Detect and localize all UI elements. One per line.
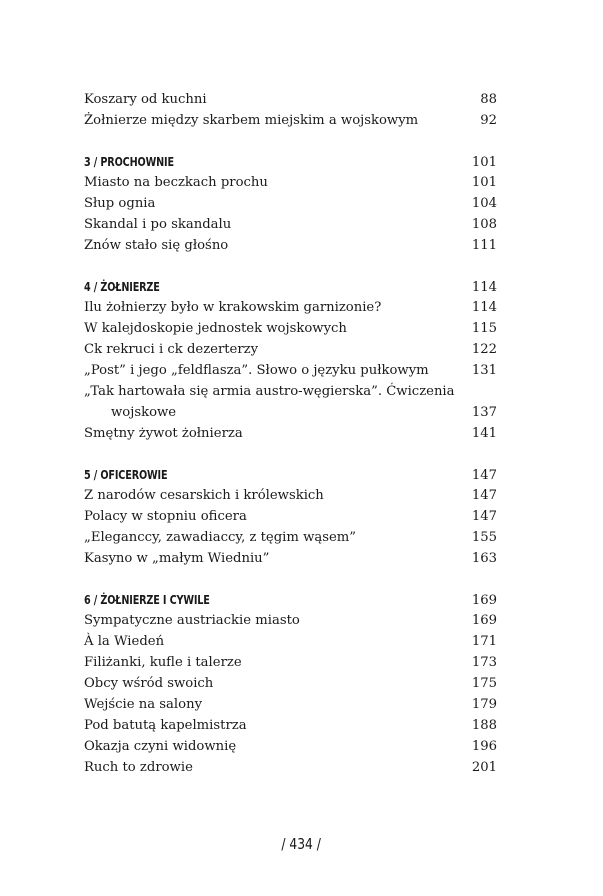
entry-title: Filiżanki, kufle i talerze bbox=[84, 655, 242, 670]
entry-title: Znów stało się głośno bbox=[84, 238, 229, 253]
section-heading bbox=[84, 276, 181, 298]
entry-title: W kalejdoskopie jednostek wojskowych bbox=[84, 321, 347, 336]
page-ref: 147 bbox=[471, 488, 497, 503]
page-ref: 147 bbox=[471, 509, 497, 524]
section-spacer bbox=[84, 569, 497, 589]
page-ref: 88 bbox=[480, 92, 497, 107]
table-of-contents bbox=[84, 89, 497, 778]
entry-title: Z narodów cesarskich i królewskich bbox=[84, 488, 324, 503]
section-heading-text: 3 / PROCHOWNIE bbox=[84, 154, 174, 169]
section-heading bbox=[84, 589, 245, 611]
toc-entry bbox=[84, 631, 497, 652]
toc-entry bbox=[84, 673, 497, 694]
entry-title: Słup ognia bbox=[84, 196, 156, 211]
page-ref: 169 bbox=[471, 613, 497, 628]
page-ref: 101 bbox=[471, 155, 497, 170]
entry-title: Okazja czyni widownię bbox=[84, 739, 237, 754]
page-ref: 141 bbox=[471, 426, 497, 441]
toc-entry bbox=[84, 297, 497, 318]
toc-entry bbox=[84, 715, 497, 736]
section-heading-text: 6 / ŻOŁNIERZE I CYWILE bbox=[84, 592, 210, 607]
page-ref: 108 bbox=[471, 217, 497, 232]
entry-title: Żołnierze między skarbem miejskim a wojskowym bbox=[84, 113, 419, 128]
section-heading-row bbox=[84, 276, 497, 297]
page-ref: 111 bbox=[471, 238, 497, 253]
toc-entry bbox=[84, 381, 497, 402]
section-heading-text: 4 / ŻOŁNIERZE bbox=[84, 279, 160, 294]
toc-entry bbox=[84, 172, 497, 193]
entry-title: Smętny żywot żołnierza bbox=[84, 426, 243, 441]
entry-title: „Eleganccy, zawadiaccy, z tęgim wąsem” bbox=[84, 530, 357, 545]
section-heading bbox=[84, 151, 199, 173]
section-spacer bbox=[84, 444, 497, 464]
entry-title-continuation: wojskowe bbox=[111, 405, 177, 420]
entry-title: Kasyno w „małym Wiedniu” bbox=[84, 551, 270, 566]
section-heading bbox=[84, 464, 191, 486]
page-ref: 147 bbox=[471, 468, 497, 483]
entry-title: Wejście na salony bbox=[84, 697, 203, 712]
toc-entry bbox=[84, 485, 497, 506]
toc-entry bbox=[84, 423, 497, 444]
section-heading-text: 5 / OFICEROWIE bbox=[84, 467, 168, 482]
entry-title: Miasto na beczkach prochu bbox=[84, 175, 268, 190]
page-ref: 163 bbox=[471, 551, 497, 566]
section-heading-row bbox=[84, 464, 497, 485]
toc-entry bbox=[84, 736, 497, 757]
page-number-footer bbox=[0, 835, 603, 853]
toc-entry bbox=[84, 193, 497, 214]
page-ref: 114 bbox=[471, 300, 497, 315]
page-ref: 173 bbox=[471, 655, 497, 670]
toc-entry bbox=[84, 360, 497, 381]
page-ref: 175 bbox=[471, 676, 497, 691]
section-spacer bbox=[84, 131, 497, 151]
page-number: / 434 / bbox=[281, 835, 322, 853]
page-ref: 115 bbox=[471, 321, 497, 336]
entry-title: Ilu żołnierzy było w krakowskim garnizonie? bbox=[84, 300, 382, 315]
entry-title: Koszary od kuchni bbox=[84, 92, 207, 107]
page-ref: 155 bbox=[471, 530, 497, 545]
toc-entry bbox=[84, 214, 497, 235]
page-ref: 196 bbox=[471, 739, 497, 754]
page-ref: 179 bbox=[471, 697, 497, 712]
toc-entry bbox=[84, 757, 497, 778]
entry-title: Obcy wśród swoich bbox=[84, 676, 214, 691]
toc-entry bbox=[84, 548, 497, 569]
page-ref: 188 bbox=[471, 718, 497, 733]
page-ref: 131 bbox=[471, 363, 497, 378]
page-ref: 114 bbox=[471, 280, 497, 295]
entry-title: Sympatyczne austriackie miasto bbox=[84, 613, 300, 628]
entry-title: À la Wiedeń bbox=[84, 634, 165, 649]
toc-entry-continuation bbox=[84, 402, 497, 423]
entry-title: „Tak hartowała się armia austro-węgierska”. Ćwiczenia bbox=[84, 384, 455, 399]
toc-entry bbox=[84, 652, 497, 673]
page-ref: 171 bbox=[471, 634, 497, 649]
toc-entry bbox=[84, 318, 497, 339]
section-heading-row bbox=[84, 589, 497, 610]
entry-title: Ck rekruci i ck dezerterzy bbox=[84, 342, 259, 357]
toc-entry bbox=[84, 506, 497, 527]
toc-entry bbox=[84, 110, 497, 131]
section-spacer bbox=[84, 256, 497, 276]
section-heading-row bbox=[84, 151, 497, 172]
page-ref: 201 bbox=[471, 760, 497, 775]
toc-entry bbox=[84, 339, 497, 360]
toc-entry bbox=[84, 694, 497, 715]
page-ref: 92 bbox=[480, 113, 497, 128]
page-ref: 137 bbox=[471, 405, 497, 420]
page-ref: 101 bbox=[471, 175, 497, 190]
entry-title: Pod batutą kapelmistrza bbox=[84, 718, 247, 733]
toc-entry bbox=[84, 235, 497, 256]
entry-title: Polacy w stopniu oficera bbox=[84, 509, 247, 524]
entry-title: Ruch to zdrowie bbox=[84, 760, 193, 775]
page-ref: 169 bbox=[471, 593, 497, 608]
entry-title: „Post” i jego „feldflasza”. Słowo o języku pułkowym bbox=[84, 363, 429, 378]
toc-entry bbox=[84, 89, 497, 110]
toc-entry bbox=[84, 527, 497, 548]
page-ref: 104 bbox=[471, 196, 497, 211]
toc-entry bbox=[84, 610, 497, 631]
page-ref: 122 bbox=[471, 342, 497, 357]
entry-title: Skandal i po skandalu bbox=[84, 217, 232, 232]
